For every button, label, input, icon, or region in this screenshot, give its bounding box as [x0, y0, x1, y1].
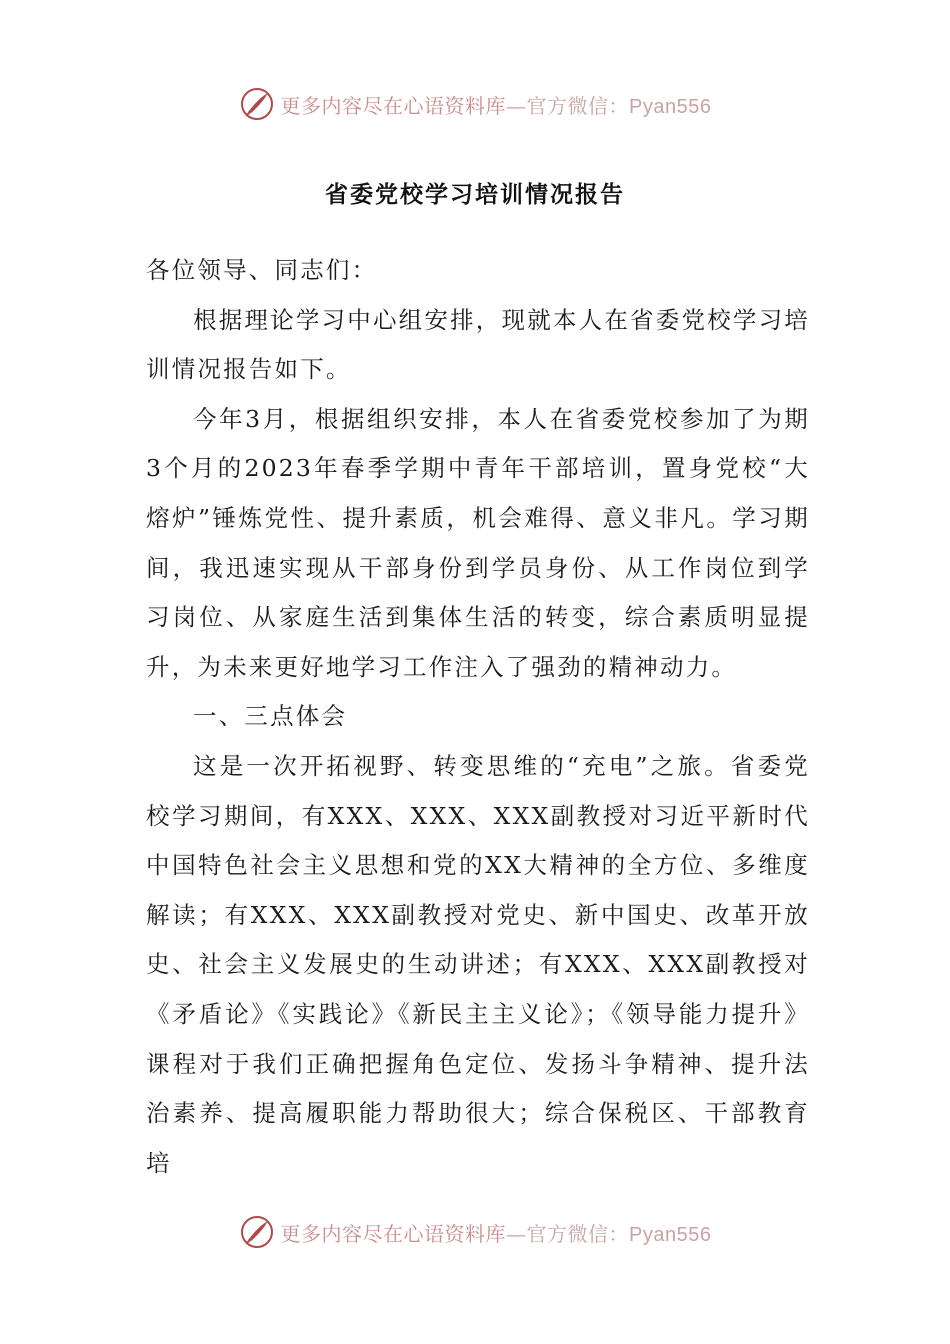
watermark-separator: —: [506, 93, 527, 118]
section-heading: 一、三点体会: [193, 702, 348, 731]
header-watermark: [0, 84, 950, 124]
footer-watermark: [0, 1212, 950, 1252]
watermark-text: [281, 1218, 712, 1247]
watermark-brand: 更多内容尽在心语资料库: [280, 93, 507, 118]
paragraph-intro: 根据理论学习中心组安排，现就本人在省委党校学习培训情况报告如下。: [146, 305, 810, 384]
paragraph-experience: 这是一次开拓视野、转变思维的“充电”之旅。省委党校学习期间，有XXX、XXX、XXX副教授对习近平新时代中国特色社会主义思想和党的XX大精神的全方位、多维度解读；有XXX、XXX副教授对党史、新中国史、改革开放史、社会主义发展史的生动讲述；有XXX、XXX副教授对《矛盾论》《实践论》《新民主主义论》；《领导能力提升》课程对于我们正确把握角色定位、发扬斗争精神、提升法治素养、提高履职能力帮助很大；综合保税区、干部教育培: [146, 751, 810, 1177]
salutation: 各位领导、同志们：: [146, 256, 378, 284]
quill-logo-icon: [239, 1214, 275, 1250]
quill-logo-icon: [239, 86, 275, 122]
document-title: 省委党校学习培训情况报告: [325, 182, 625, 208]
document-body: [146, 246, 810, 1188]
watermark-contact: 官方微信：Pyan556: [526, 1223, 712, 1246]
watermark-contact: 官方微信：Pyan556: [526, 95, 712, 118]
paragraph-background: 今年3月，根据组织安排，本人在省委党校参加了为期3个月的2023年春季学期中青年干部培训，置身党校“大熔炉”锤炼党性、提升素质，机会难得、意义非凡。学习期间，我迅速实现从干部身份到学员身份、从工作岗位到学习岗位、从家庭生活到集体生活的转变，综合素质明显提升，为未来更好地学习工作注入了强劲的精神动力。: [146, 404, 810, 681]
watermark-separator: —: [506, 1221, 527, 1246]
watermark-brand: 更多内容尽在心语资料库: [280, 1221, 507, 1246]
watermark-text: [281, 90, 712, 119]
